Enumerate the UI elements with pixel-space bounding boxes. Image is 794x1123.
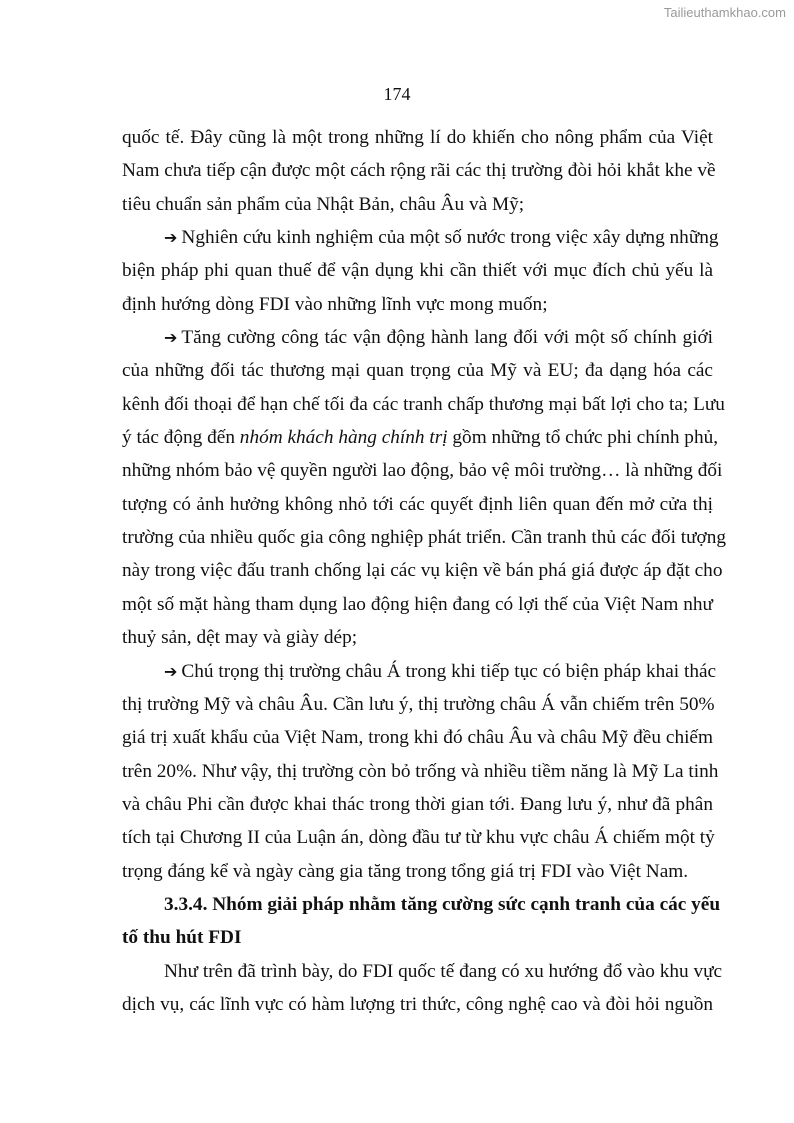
text-line	[122, 521, 727, 554]
section-heading-line	[122, 921, 713, 954]
watermark: Tailieuthamkhao.com	[663, 5, 786, 20]
text-line	[122, 354, 713, 387]
line-text: Tăng cường công tác vận động hành lang đối với một số chính giới	[181, 327, 713, 349]
text-line	[122, 488, 713, 521]
text-line	[122, 621, 713, 654]
text-line	[122, 588, 713, 621]
text-line	[122, 688, 713, 721]
text-line	[122, 188, 713, 221]
page-number: 174	[383, 84, 411, 104]
arrow-bullet-icon: ➔	[164, 228, 178, 248]
text-line	[122, 454, 723, 487]
text-line	[122, 254, 713, 287]
arrow-bullet-icon: ➔	[164, 328, 178, 348]
line-text: biện pháp phi quan thuế để vận dụng khi cần thiết với mục đích chủ yếu là	[122, 260, 713, 282]
line-text: trường của nhiều quốc gia công nghiệp phát triển. Cần tranh thủ các đối tượng	[122, 527, 727, 549]
line-text: của những đối tác thương mại quan trọng của Mỹ và EU; đa dạng hóa các	[122, 360, 713, 382]
line-text: tượng có ảnh hưởng không nhỏ tới các quyết định liên quan đến mở cửa thị	[122, 493, 713, 515]
text-line	[122, 721, 713, 754]
text-line	[122, 121, 713, 154]
line-text: trọng đáng kể và ngày càng gia tăng trong tổng giá trị FDI vào Việt Nam.	[122, 860, 689, 882]
text-line	[122, 321, 713, 354]
line-text: tiêu chuẩn sản phẩm của Nhật Bản, châu Âu và Mỹ;	[122, 193, 525, 215]
arrow-bullet-icon: ➔	[164, 661, 178, 681]
line-text: những nhóm bảo vệ quyền người lao động, bảo vệ môi trường… là những đối	[122, 460, 723, 482]
text-line	[122, 554, 723, 587]
text-line	[122, 855, 713, 888]
section-heading-line	[122, 888, 721, 921]
line-text: thuỷ sản, dệt may và giày dép;	[122, 627, 358, 649]
line-text: tố thu hút FDI	[122, 927, 242, 949]
line-text: giá trị xuất khẩu của Việt Nam, trong khi đó châu Âu và châu Mỹ đều chiếm	[122, 727, 713, 749]
line-text: tích tại Chương II của Luận án, dòng đầu tư từ khu vực châu Á chiếm một tỷ	[122, 827, 715, 849]
text-line	[122, 821, 713, 854]
text-line	[122, 955, 723, 988]
line-text: này trong việc đấu tranh chống lại các vụ kiện về bán phá giá được áp đặt cho	[122, 560, 723, 582]
text-line	[122, 288, 713, 321]
text-line	[122, 755, 719, 788]
text-line	[122, 221, 719, 254]
text-segment: ý tác động đến	[122, 427, 240, 449]
text-line	[122, 788, 713, 821]
line-text: kênh đối thoại để hạn chế tối đa các tranh chấp thương mại bất lợi cho ta; Lưu	[122, 393, 725, 415]
line-text: trên 20%. Như vậy, thị trường còn bỏ trống và nhiều tiềm năng là Mỹ La tinh	[122, 760, 719, 782]
italic-text: nhóm khách hàng chính trị	[239, 427, 448, 449]
line-text: Nam chưa tiếp cận được một cách rộng rãi các thị trường đòi hỏi khắt khe về	[122, 160, 716, 182]
line-text: một số mặt hàng tham dụng lao động hiện đang có lợi thế của Việt Nam như	[122, 593, 713, 615]
line-text: dịch vụ, các lĩnh vực có hàm lượng tri thức, công nghệ cao và đòi hỏi nguồn	[122, 993, 713, 1015]
text-line	[122, 655, 717, 688]
text-segment: gồm những tổ chức phi chính phủ,	[447, 427, 719, 449]
line-text: và châu Phi cần được khai thác trong thời gian tới. Đang lưu ý, như đã phân	[122, 793, 713, 815]
text-line	[122, 388, 725, 421]
text-line	[122, 154, 716, 187]
text-line	[122, 988, 713, 1021]
line-text: thị trường Mỹ và châu Âu. Cần lưu ý, thị trường châu Á vẫn chiếm trên 50%	[122, 693, 715, 715]
line-text: Chú trọng thị trường châu Á trong khi tiếp tục có biện pháp khai thác	[181, 660, 717, 682]
line-text: định hướng dòng FDI vào những lĩnh vực mong muốn;	[122, 293, 548, 315]
line-text: quốc tế. Đây cũng là một trong những lí do khiến cho nông phẩm của Việt	[122, 127, 713, 148]
body-text	[122, 121, 727, 1021]
line-text: Như trên đã trình bày, do FDI quốc tế đang có xu hướng đổ vào khu vực	[164, 960, 723, 982]
line-text: Nghiên cứu kinh nghiệm của một số nước trong việc xây dựng những	[181, 227, 719, 249]
line-text: 3.3.4. Nhóm giải pháp nhằm tăng cường sức cạnh tranh của các yếu	[164, 893, 721, 915]
text-line	[122, 421, 719, 454]
